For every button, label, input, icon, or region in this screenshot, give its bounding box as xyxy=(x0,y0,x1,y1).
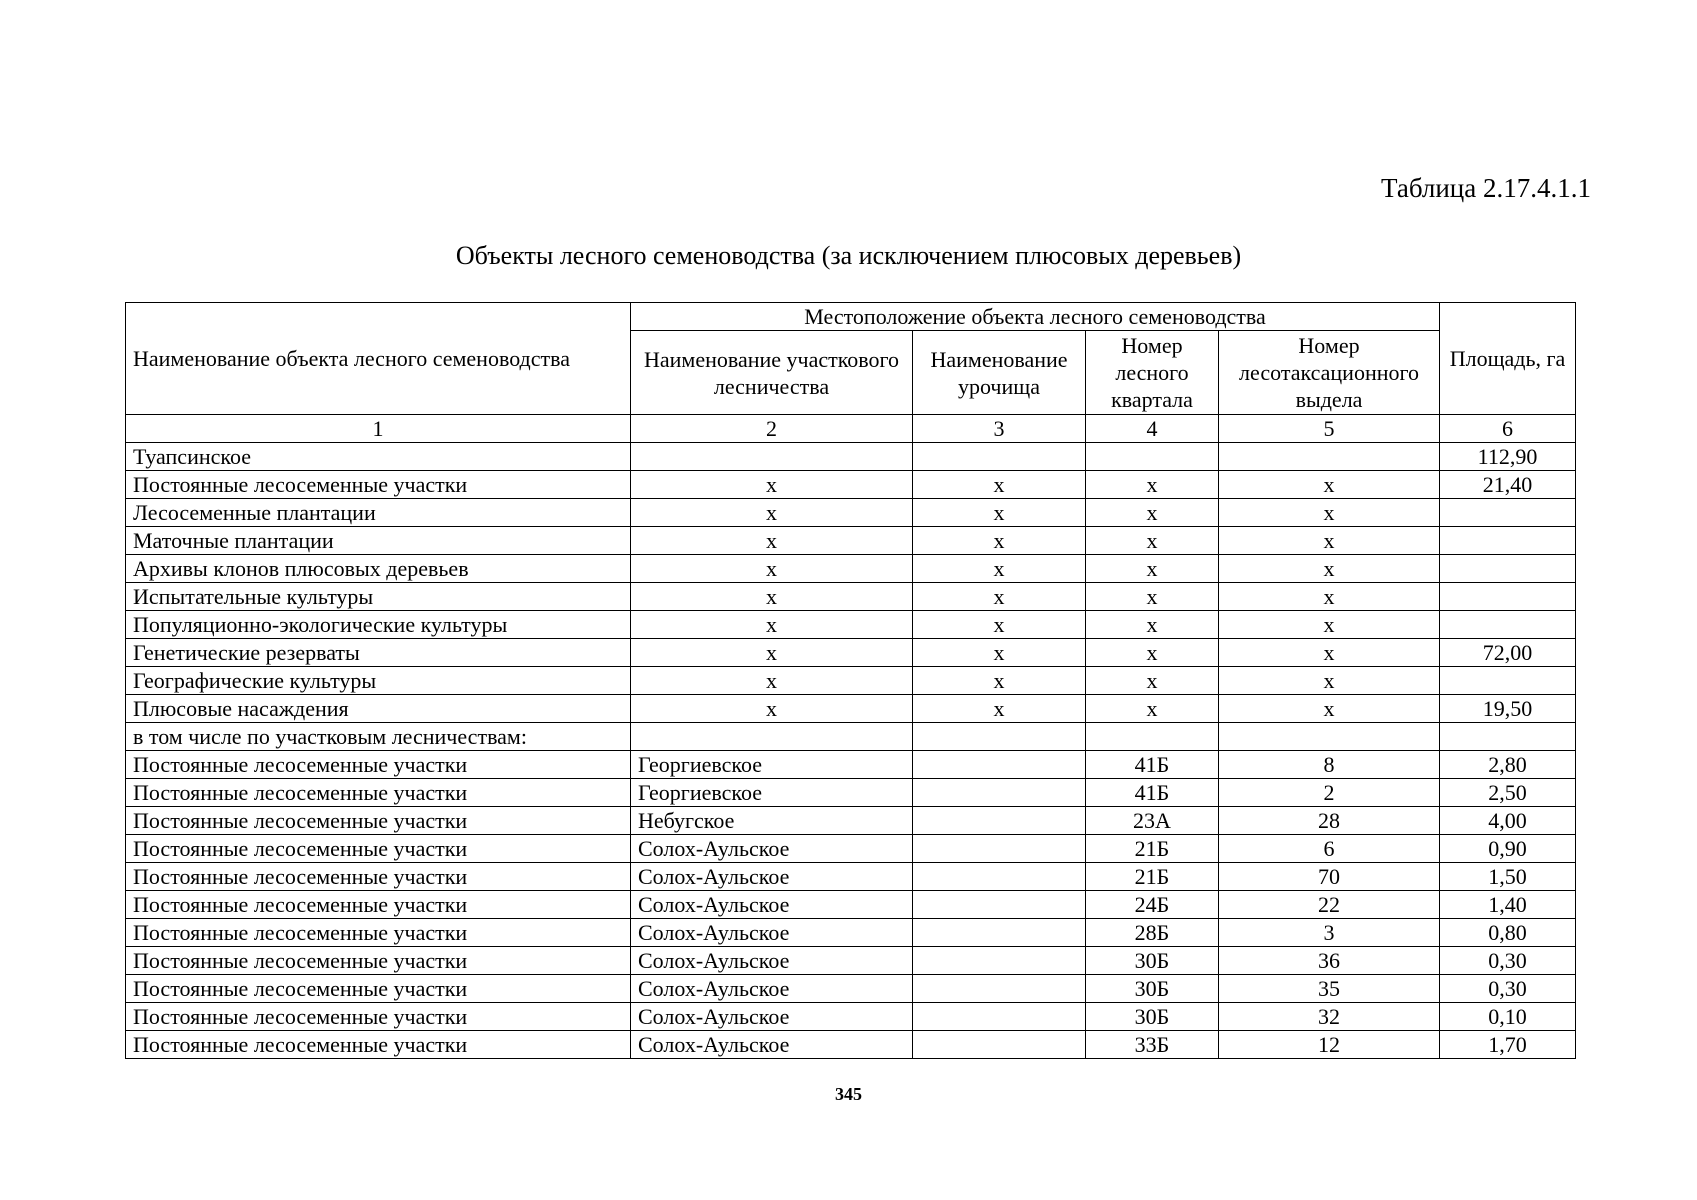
cell-area: 1,40 xyxy=(1440,891,1576,919)
cell-tract xyxy=(913,443,1086,471)
cell-name: Плюсовые насаждения xyxy=(126,695,631,723)
cell-tract: х xyxy=(913,667,1086,695)
column-number: 4 xyxy=(1086,415,1219,443)
cell-name: Маточные плантации xyxy=(126,527,631,555)
table-row xyxy=(126,751,1576,779)
cell-name: Постоянные лесосеменные участки xyxy=(126,891,631,919)
cell-quarter: 30Б xyxy=(1086,947,1219,975)
cell-allotment: х xyxy=(1219,639,1440,667)
cell-quarter: 30Б xyxy=(1086,975,1219,1003)
cell-quarter: 24Б xyxy=(1086,891,1219,919)
table-row xyxy=(126,1003,1576,1031)
cell-area: 112,90 xyxy=(1440,443,1576,471)
cell-name: Лесосеменные плантации xyxy=(126,499,631,527)
cell-name: в том числе по участковым лесничествам: xyxy=(126,723,631,751)
cell-area: 0,30 xyxy=(1440,975,1576,1003)
table-row xyxy=(126,443,1576,471)
cell-tract: х xyxy=(913,527,1086,555)
table-row xyxy=(126,891,1576,919)
cell-quarter: х xyxy=(1086,639,1219,667)
cell-allotment: 35 xyxy=(1219,975,1440,1003)
cell-tract xyxy=(913,947,1086,975)
cell-name: Постоянные лесосеменные участки xyxy=(126,779,631,807)
table-row xyxy=(126,667,1576,695)
cell-tract: х xyxy=(913,611,1086,639)
cell-allotment: 12 xyxy=(1219,1031,1440,1059)
cell-tract xyxy=(913,779,1086,807)
cell-forestry: Солох-Аульское xyxy=(631,835,913,863)
cell-forestry: х xyxy=(631,695,913,723)
header-location-group: Местоположение объекта лесного семеноводства xyxy=(631,303,1440,331)
header-allotment: Номер лесотаксационного выдела xyxy=(1219,331,1440,415)
cell-name: Генетические резерваты xyxy=(126,639,631,667)
cell-name: Постоянные лесосеменные участки xyxy=(126,471,631,499)
cell-tract xyxy=(913,1003,1086,1031)
cell-forestry: Солох-Аульское xyxy=(631,975,913,1003)
cell-area: 2,50 xyxy=(1440,779,1576,807)
table-row xyxy=(126,499,1576,527)
table-title: Объекты лесного семеноводства (за исключением плюсовых деревьев) xyxy=(455,241,1242,270)
header-forestry: Наименование участкового лесничества xyxy=(631,331,913,415)
table-row xyxy=(126,835,1576,863)
cell-quarter: х xyxy=(1086,527,1219,555)
cell-forestry: х xyxy=(631,667,913,695)
cell-quarter xyxy=(1086,723,1219,751)
table-row xyxy=(126,947,1576,975)
cell-forestry: х xyxy=(631,499,913,527)
cell-forestry: Георгиевское xyxy=(631,751,913,779)
table-row xyxy=(126,555,1576,583)
cell-quarter: х xyxy=(1086,611,1219,639)
cell-forestry: Солох-Аульское xyxy=(631,1031,913,1059)
cell-tract xyxy=(913,919,1086,947)
cell-name: Испытательные культуры xyxy=(126,583,631,611)
cell-quarter: 23А xyxy=(1086,807,1219,835)
cell-quarter: х xyxy=(1086,695,1219,723)
cell-area: 0,80 xyxy=(1440,919,1576,947)
cell-allotment: х xyxy=(1219,499,1440,527)
cell-name: Постоянные лесосеменные участки xyxy=(126,835,631,863)
cell-tract xyxy=(913,835,1086,863)
cell-name: Постоянные лесосеменные участки xyxy=(126,751,631,779)
cell-tract xyxy=(913,751,1086,779)
table-row xyxy=(126,863,1576,891)
cell-allotment xyxy=(1219,443,1440,471)
cell-forestry: Небугское xyxy=(631,807,913,835)
table-row xyxy=(126,471,1576,499)
column-number: 5 xyxy=(1219,415,1440,443)
cell-tract xyxy=(913,807,1086,835)
table-number: Таблица 2.17.4.1.1 xyxy=(1381,173,1591,203)
cell-forestry: Солох-Аульское xyxy=(631,891,913,919)
cell-allotment: х xyxy=(1219,611,1440,639)
cell-allotment: 22 xyxy=(1219,891,1440,919)
cell-tract: х xyxy=(913,583,1086,611)
cell-forestry: х xyxy=(631,527,913,555)
column-number-row xyxy=(126,415,1576,443)
cell-forestry: Георгиевское xyxy=(631,779,913,807)
cell-allotment: х xyxy=(1219,471,1440,499)
cell-area: 4,00 xyxy=(1440,807,1576,835)
cell-area xyxy=(1440,667,1576,695)
cell-area: 21,40 xyxy=(1440,471,1576,499)
header-area: Площадь, га xyxy=(1440,303,1576,415)
cell-quarter: 41Б xyxy=(1086,751,1219,779)
table-row xyxy=(126,527,1576,555)
column-number: 6 xyxy=(1440,415,1576,443)
cell-tract: х xyxy=(913,499,1086,527)
cell-allotment xyxy=(1219,723,1440,751)
cell-forestry: Солох-Аульское xyxy=(631,947,913,975)
table-row xyxy=(126,779,1576,807)
cell-allotment: 28 xyxy=(1219,807,1440,835)
cell-area: 0,10 xyxy=(1440,1003,1576,1031)
column-number: 3 xyxy=(913,415,1086,443)
cell-area: 0,30 xyxy=(1440,947,1576,975)
cell-tract: х xyxy=(913,555,1086,583)
cell-quarter: 21Б xyxy=(1086,835,1219,863)
table-row xyxy=(126,807,1576,835)
table-row xyxy=(126,583,1576,611)
cell-name: Постоянные лесосеменные участки xyxy=(126,807,631,835)
cell-quarter: х xyxy=(1086,555,1219,583)
cell-quarter: х xyxy=(1086,667,1219,695)
cell-area: 0,90 xyxy=(1440,835,1576,863)
cell-forestry: Солох-Аульское xyxy=(631,863,913,891)
cell-tract xyxy=(913,891,1086,919)
table-row xyxy=(126,611,1576,639)
cell-tract xyxy=(913,863,1086,891)
cell-name: Постоянные лесосеменные участки xyxy=(126,947,631,975)
cell-tract xyxy=(913,975,1086,1003)
cell-allotment: 3 xyxy=(1219,919,1440,947)
header-name: Наименование объекта лесного семеноводства xyxy=(126,303,631,415)
cell-quarter: х xyxy=(1086,471,1219,499)
cell-area xyxy=(1440,583,1576,611)
cell-name: Постоянные лесосеменные участки xyxy=(126,863,631,891)
cell-area: 1,70 xyxy=(1440,1031,1576,1059)
column-number: 2 xyxy=(631,415,913,443)
table-row xyxy=(126,639,1576,667)
cell-name: Популяционно-экологические культуры xyxy=(126,611,631,639)
cell-quarter: х xyxy=(1086,583,1219,611)
cell-name: Географические культуры xyxy=(126,667,631,695)
cell-allotment: 6 xyxy=(1219,835,1440,863)
cell-area xyxy=(1440,723,1576,751)
cell-tract: х xyxy=(913,695,1086,723)
table-row xyxy=(126,723,1576,751)
cell-allotment: х xyxy=(1219,583,1440,611)
cell-area xyxy=(1440,611,1576,639)
cell-forestry: х xyxy=(631,471,913,499)
cell-allotment: х xyxy=(1219,667,1440,695)
table-row xyxy=(126,695,1576,723)
cell-area xyxy=(1440,527,1576,555)
cell-name: Постоянные лесосеменные участки xyxy=(126,1003,631,1031)
cell-tract: х xyxy=(913,639,1086,667)
page-number: 345 xyxy=(835,1084,862,1104)
cell-forestry: х xyxy=(631,583,913,611)
table-row xyxy=(126,919,1576,947)
cell-area: 72,00 xyxy=(1440,639,1576,667)
cell-allotment: х xyxy=(1219,555,1440,583)
cell-area: 2,80 xyxy=(1440,751,1576,779)
cell-name: Туапсинское xyxy=(126,443,631,471)
header-tract: Наименование урочища xyxy=(913,331,1086,415)
column-number: 1 xyxy=(126,415,631,443)
cell-tract xyxy=(913,723,1086,751)
cell-quarter: 33Б xyxy=(1086,1031,1219,1059)
cell-forestry: х xyxy=(631,639,913,667)
cell-forestry: Солох-Аульское xyxy=(631,1003,913,1031)
cell-quarter: 28Б xyxy=(1086,919,1219,947)
cell-allotment: 32 xyxy=(1219,1003,1440,1031)
cell-area: 1,50 xyxy=(1440,863,1576,891)
cell-name: Постоянные лесосеменные участки xyxy=(126,975,631,1003)
cell-forestry: х xyxy=(631,555,913,583)
cell-forestry: х xyxy=(631,611,913,639)
cell-quarter: 41Б xyxy=(1086,779,1219,807)
cell-quarter: 30Б xyxy=(1086,1003,1219,1031)
cell-quarter xyxy=(1086,443,1219,471)
cell-name: Архивы клонов плюсовых деревьев xyxy=(126,555,631,583)
cell-allotment: 2 xyxy=(1219,779,1440,807)
cell-area: 19,50 xyxy=(1440,695,1576,723)
cell-name: Постоянные лесосеменные участки xyxy=(126,1031,631,1059)
cell-name: Постоянные лесосеменные участки xyxy=(126,919,631,947)
cell-area xyxy=(1440,499,1576,527)
header-quarter: Номер лесного квартала xyxy=(1086,331,1219,415)
cell-allotment: 70 xyxy=(1219,863,1440,891)
cell-forestry xyxy=(631,443,913,471)
table-body xyxy=(126,443,1576,1059)
cell-quarter: х xyxy=(1086,499,1219,527)
cell-forestry: Солох-Аульское xyxy=(631,919,913,947)
seed-objects-table xyxy=(125,302,1576,1059)
cell-allotment: 36 xyxy=(1219,947,1440,975)
cell-allotment: х xyxy=(1219,695,1440,723)
table-header xyxy=(126,303,1576,443)
cell-allotment: х xyxy=(1219,527,1440,555)
cell-quarter: 21Б xyxy=(1086,863,1219,891)
cell-area xyxy=(1440,555,1576,583)
cell-tract: х xyxy=(913,471,1086,499)
cell-forestry xyxy=(631,723,913,751)
cell-allotment: 8 xyxy=(1219,751,1440,779)
cell-tract xyxy=(913,1031,1086,1059)
table-row xyxy=(126,975,1576,1003)
table-row xyxy=(126,1031,1576,1059)
